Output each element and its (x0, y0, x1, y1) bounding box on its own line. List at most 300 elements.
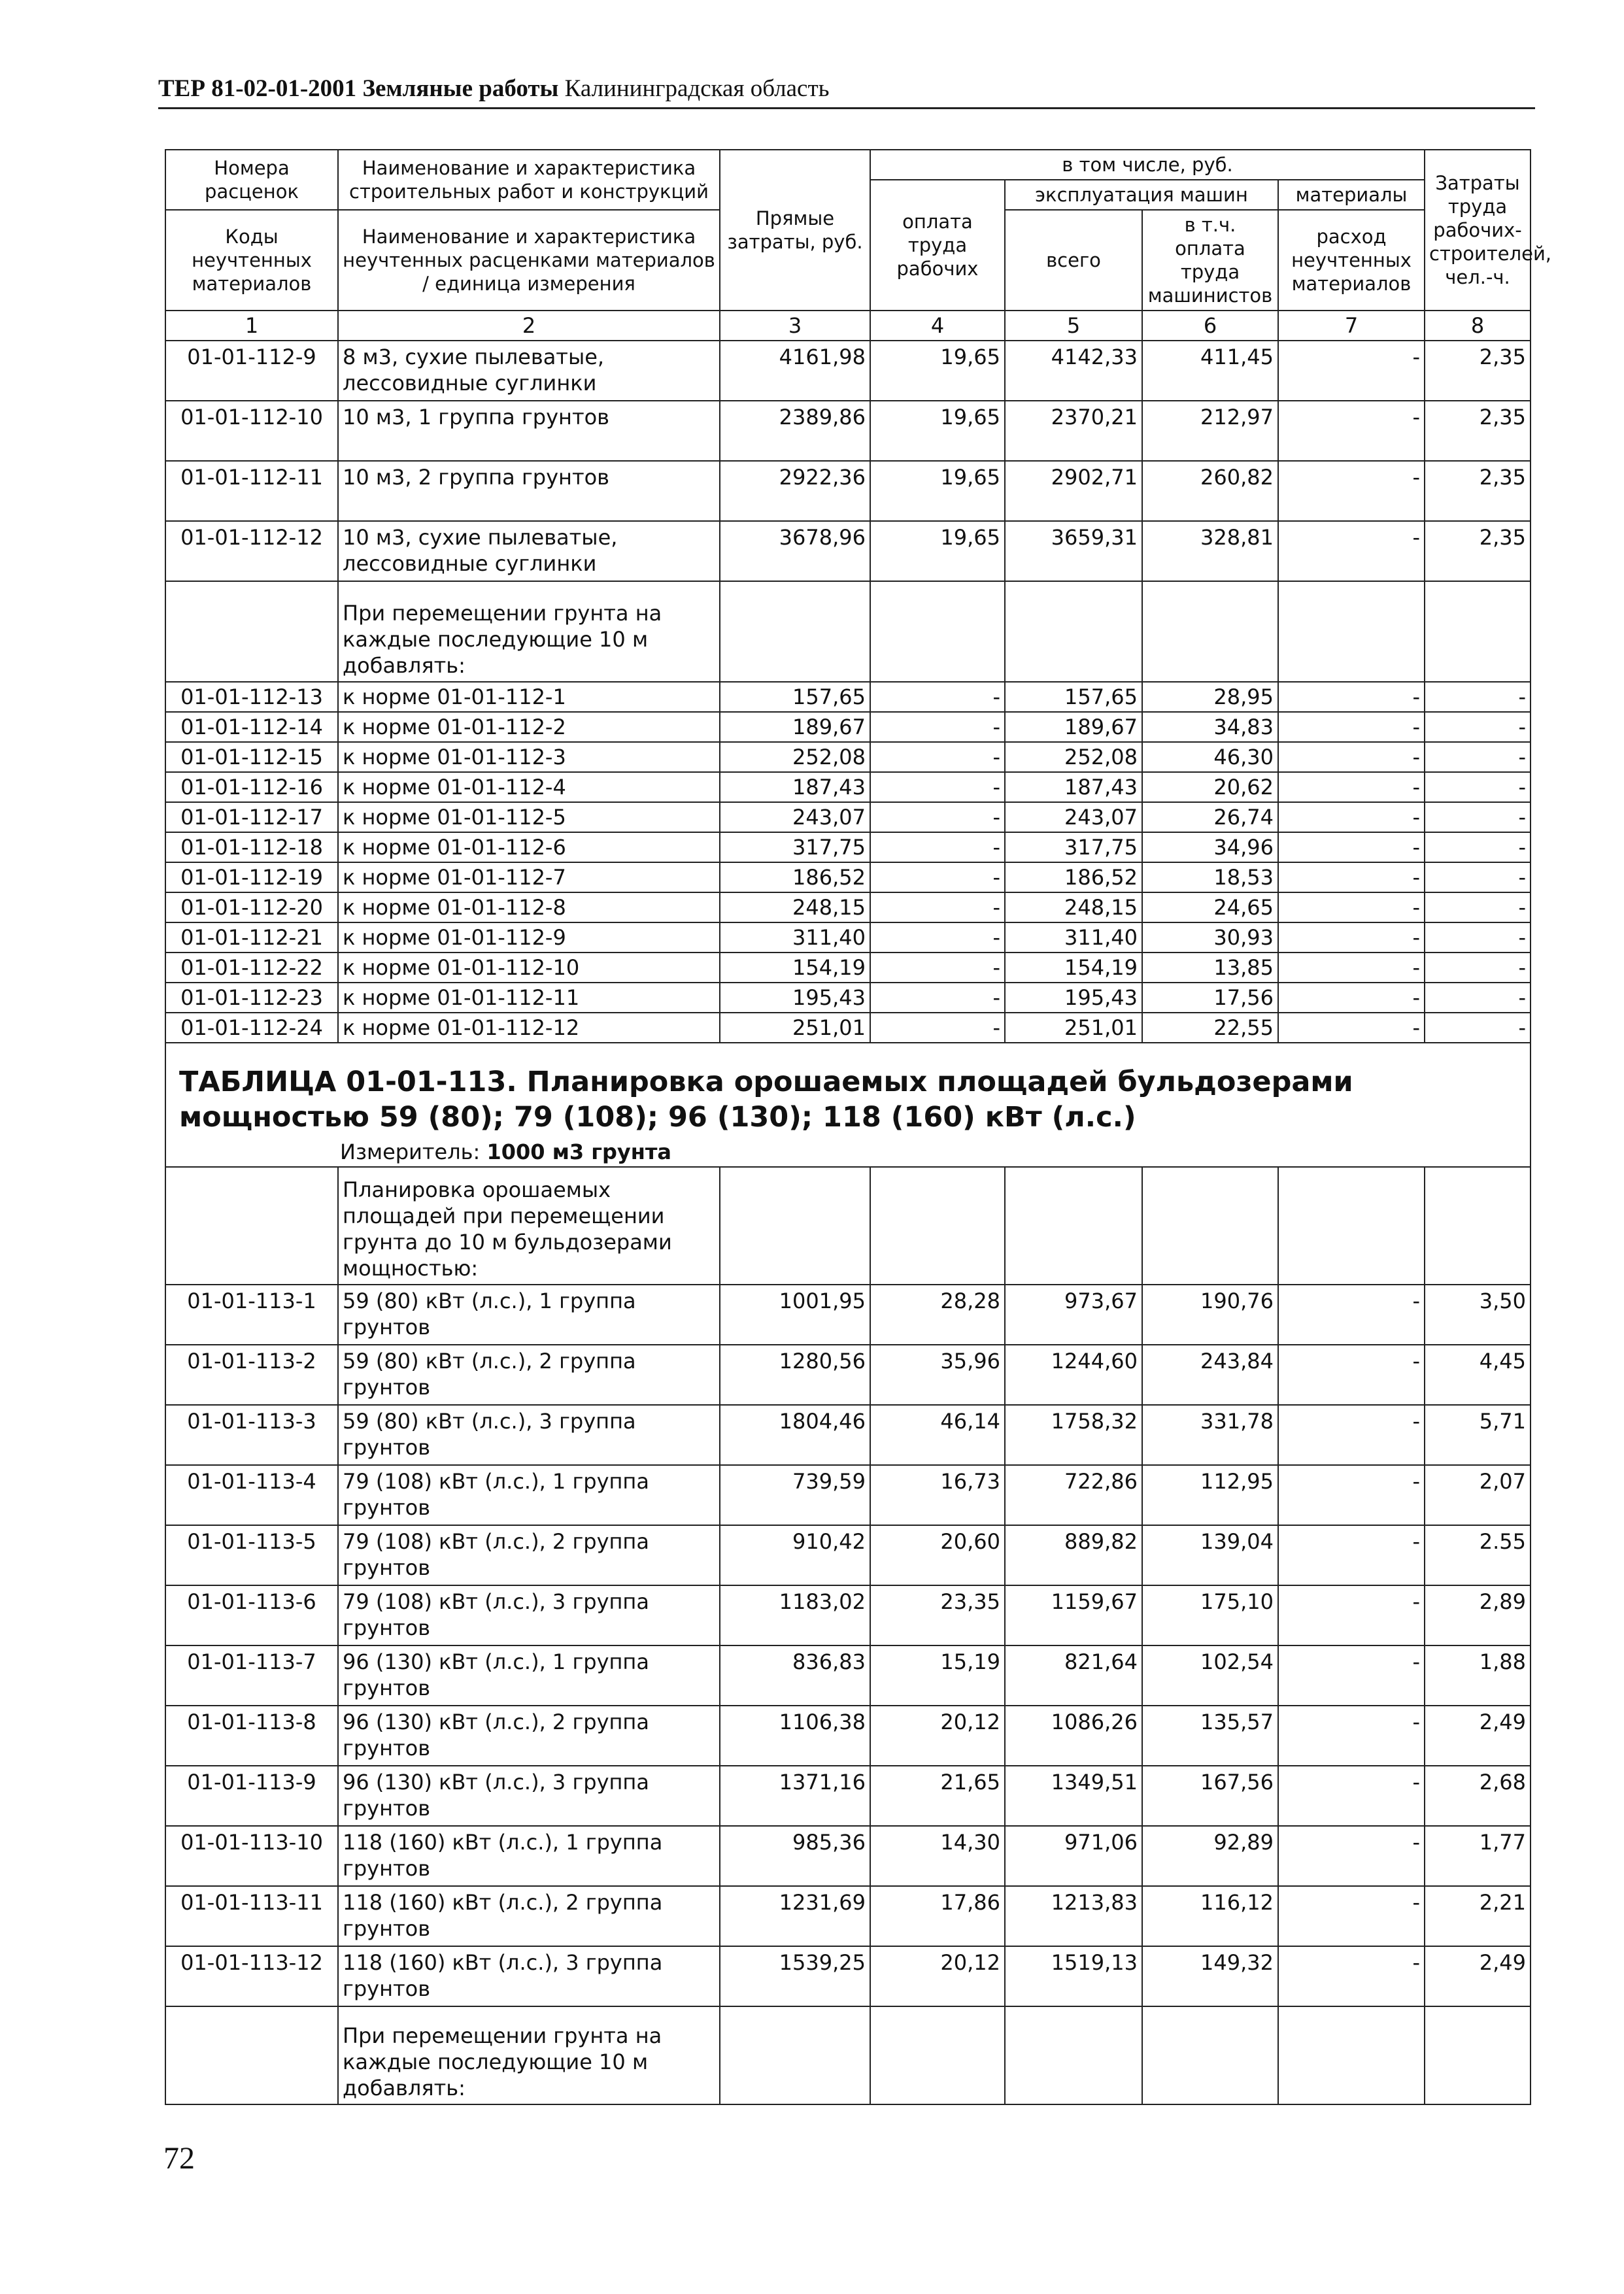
row-name: 59 (80) кВт (л.с.), 1 группа грунтов (338, 1285, 720, 1345)
table-row (165, 802, 1531, 832)
row-code: 01-01-112-11 (165, 461, 338, 521)
direct-costs-cell: 1231,69 (720, 1886, 870, 1946)
direct-costs-cell: 189,67 (720, 712, 870, 742)
machine-total-cell: 248,15 (1005, 892, 1142, 922)
row-name: 79 (108) кВт (л.с.), 1 группа грунтов (338, 1465, 720, 1525)
empty-cell (1005, 581, 1142, 682)
row-code: 01-01-112-23 (165, 983, 338, 1013)
labor-cell: 2,49 (1425, 1706, 1531, 1766)
operator-pay-cell: 260,82 (1142, 461, 1278, 521)
rates-table (165, 149, 1552, 2105)
materials-cell: - (1278, 712, 1425, 742)
labor-cell: 2,07 (1425, 1465, 1531, 1525)
materials-cell: - (1278, 802, 1425, 832)
labor-cell: 1,88 (1425, 1645, 1531, 1706)
machine-total-cell: 1213,83 (1005, 1886, 1142, 1946)
worker-pay-cell: 46,14 (870, 1405, 1005, 1465)
direct-costs-cell: 1280,56 (720, 1345, 870, 1405)
labor-cell: 1,77 (1425, 1826, 1531, 1886)
empty-cell (1425, 581, 1531, 682)
header-worker-pay: оплата труда рабочих (870, 180, 1005, 311)
worker-pay-cell: 35,96 (870, 1345, 1005, 1405)
table-row (165, 1465, 1531, 1525)
row-code: 01-01-113-8 (165, 1706, 338, 1766)
header-row-1 (165, 150, 1531, 180)
row-code: 01-01-112-21 (165, 922, 338, 953)
empty-cell (720, 1167, 870, 1285)
worker-pay-cell: - (870, 712, 1005, 742)
row-code: 01-01-112-15 (165, 742, 338, 772)
labor-cell: 2,35 (1425, 341, 1531, 401)
labor-cell: 2,35 (1425, 461, 1531, 521)
machine-total-cell: 252,08 (1005, 742, 1142, 772)
operator-pay-cell: 34,96 (1142, 832, 1278, 862)
column-number: 2 (338, 311, 720, 341)
doc-code: ТЕР 81-02-01-2001 (158, 75, 357, 102)
header-material-codes: Коды неучтенных материалов (165, 210, 338, 311)
empty-cell (1005, 1167, 1142, 1285)
row-code: 01-01-113-5 (165, 1525, 338, 1585)
row-name: 79 (108) кВт (л.с.), 3 группа грунтов (338, 1585, 720, 1645)
operator-pay-cell: 135,57 (1142, 1706, 1278, 1766)
row-code: 01-01-112-14 (165, 712, 338, 742)
doc-title: Земляные работы (362, 75, 559, 102)
materials-cell: - (1278, 862, 1425, 892)
worker-pay-cell: 23,35 (870, 1585, 1005, 1645)
table-row (165, 922, 1531, 953)
header-direct-costs: Прямые затраты, руб. (720, 150, 870, 311)
machine-total-cell: 1159,67 (1005, 1585, 1142, 1645)
direct-costs-cell: 186,52 (720, 862, 870, 892)
empty-cell (1278, 1167, 1425, 1285)
labor-cell: 2,35 (1425, 401, 1531, 461)
operator-pay-cell: 34,83 (1142, 712, 1278, 742)
labor-cell: - (1425, 772, 1531, 802)
labor-cell: - (1425, 983, 1531, 1013)
machine-total-cell: 1519,13 (1005, 1946, 1142, 2006)
row-code: 01-01-112-12 (165, 521, 338, 581)
worker-pay-cell: - (870, 832, 1005, 862)
direct-costs-cell: 739,59 (720, 1465, 870, 1525)
row-name: к норме 01-01-112-11 (338, 983, 720, 1013)
worker-pay-cell: 28,28 (870, 1285, 1005, 1345)
machine-total-cell: 1244,60 (1005, 1345, 1142, 1405)
row-code: 01-01-113-9 (165, 1766, 338, 1826)
row-name: 59 (80) кВт (л.с.), 3 группа грунтов (338, 1405, 720, 1465)
row-name: к норме 01-01-112-6 (338, 832, 720, 862)
direct-costs-cell: 251,01 (720, 1013, 870, 1043)
materials-cell: - (1278, 953, 1425, 983)
table-row (165, 341, 1531, 401)
operator-pay-cell: 13,85 (1142, 953, 1278, 983)
materials-cell: - (1278, 1345, 1425, 1405)
row-name: 10 м3, сухие пылеватые, лессовидные суглинки (338, 521, 720, 581)
materials-cell: - (1278, 682, 1425, 712)
intro-text-row (165, 1167, 1531, 1285)
operator-pay-cell: 411,45 (1142, 341, 1278, 401)
materials-cell: - (1278, 1706, 1425, 1766)
labor-cell: 2,49 (1425, 1946, 1531, 2006)
materials-cell: - (1278, 1525, 1425, 1585)
table-row (165, 862, 1531, 892)
direct-costs-cell: 157,65 (720, 682, 870, 712)
operator-pay-cell: 20,62 (1142, 772, 1278, 802)
header-work-name: Наименование и характеристика строительных работ и конструкций (338, 150, 720, 210)
note-text-row (165, 2006, 1531, 2104)
worker-pay-cell: 20,12 (870, 1706, 1005, 1766)
labor-cell: 4,45 (1425, 1345, 1531, 1405)
operator-pay-cell: 212,97 (1142, 401, 1278, 461)
worker-pay-cell: - (870, 772, 1005, 802)
row-code: 01-01-112-22 (165, 953, 338, 983)
empty-cell (870, 2006, 1005, 2104)
operator-pay-cell: 175,10 (1142, 1585, 1278, 1645)
row-code: 01-01-113-1 (165, 1285, 338, 1345)
table-row (165, 772, 1531, 802)
table-row (165, 1826, 1531, 1886)
labor-cell: 5,71 (1425, 1405, 1531, 1465)
row-name: к норме 01-01-112-10 (338, 953, 720, 983)
labor-cell: - (1425, 832, 1531, 862)
operator-pay-cell: 112,95 (1142, 1465, 1278, 1525)
row-name: к норме 01-01-112-8 (338, 892, 720, 922)
row-name: 118 (160) кВт (л.с.), 1 группа грунтов (338, 1826, 720, 1886)
worker-pay-cell: 16,73 (870, 1465, 1005, 1525)
direct-costs-cell: 2389,86 (720, 401, 870, 461)
machine-total-cell: 189,67 (1005, 712, 1142, 742)
row-code: 01-01-113-6 (165, 1585, 338, 1645)
table-row (165, 401, 1531, 461)
row-name: 118 (160) кВт (л.с.), 3 группа грунтов (338, 1946, 720, 2006)
empty-cell (165, 581, 338, 682)
labor-cell: - (1425, 742, 1531, 772)
note-text: При перемещении грунта на каждые последующие 10 м добавлять: (338, 581, 720, 682)
worker-pay-cell: 14,30 (870, 1826, 1005, 1886)
row-code: 01-01-113-10 (165, 1826, 338, 1886)
table-row (165, 1946, 1531, 2006)
materials-cell: - (1278, 1585, 1425, 1645)
machine-total-cell: 187,43 (1005, 772, 1142, 802)
row-code: 01-01-113-11 (165, 1886, 338, 1946)
operator-pay-cell: 116,12 (1142, 1886, 1278, 1946)
note-text: При перемещении грунта на каждые последующие 10 м добавлять: (338, 2006, 720, 2104)
labor-cell: - (1425, 922, 1531, 953)
operator-pay-cell: 102,54 (1142, 1645, 1278, 1706)
operator-pay-cell: 167,56 (1142, 1766, 1278, 1826)
row-name: к норме 01-01-112-12 (338, 1013, 720, 1043)
column-number: 1 (165, 311, 338, 341)
row-code: 01-01-113-12 (165, 1946, 338, 2006)
intro-text: Планировка орошаемых площадей при перемещении грунта до 10 м бульдозерами мощностью: (338, 1167, 720, 1285)
column-number-row (165, 311, 1531, 341)
machine-total-cell: 157,65 (1005, 682, 1142, 712)
table-row (165, 742, 1531, 772)
worker-pay-cell: - (870, 953, 1005, 983)
column-number: 5 (1005, 311, 1142, 341)
page-number: 72 (163, 2141, 195, 2176)
table-row (165, 953, 1531, 983)
row-code: 01-01-113-4 (165, 1465, 338, 1525)
row-code: 01-01-112-24 (165, 1013, 338, 1043)
row-name: 10 м3, 1 группа грунтов (338, 401, 720, 461)
operator-pay-cell: 243,84 (1142, 1345, 1278, 1405)
table-row (165, 1405, 1531, 1465)
machine-total-cell: 243,07 (1005, 802, 1142, 832)
direct-costs-cell: 317,75 (720, 832, 870, 862)
row-name: 59 (80) кВт (л.с.), 2 группа грунтов (338, 1345, 720, 1405)
worker-pay-cell: 20,12 (870, 1946, 1005, 2006)
direct-costs-cell: 187,43 (720, 772, 870, 802)
header-machine-operation: эксплуатация машин (1005, 180, 1278, 210)
materials-cell: - (1278, 1826, 1425, 1886)
worker-pay-cell: 19,65 (870, 461, 1005, 521)
direct-costs-cell: 195,43 (720, 983, 870, 1013)
labor-cell: - (1425, 1013, 1531, 1043)
row-code: 01-01-112-18 (165, 832, 338, 862)
table-row (165, 1886, 1531, 1946)
direct-costs-cell: 1183,02 (720, 1585, 870, 1645)
direct-costs-cell: 1804,46 (720, 1405, 870, 1465)
table-row (165, 712, 1531, 742)
operator-pay-cell: 26,74 (1142, 802, 1278, 832)
materials-cell: - (1278, 1946, 1425, 2006)
row-code: 01-01-112-20 (165, 892, 338, 922)
empty-cell (1425, 2006, 1531, 2104)
operator-pay-cell: 28,95 (1142, 682, 1278, 712)
machine-total-cell: 2902,71 (1005, 461, 1142, 521)
operator-pay-cell: 139,04 (1142, 1525, 1278, 1585)
empty-cell (1142, 2006, 1278, 2104)
worker-pay-cell: 21,65 (870, 1766, 1005, 1826)
materials-cell: - (1278, 832, 1425, 862)
worker-pay-cell: - (870, 682, 1005, 712)
empty-cell (1425, 1167, 1531, 1285)
operator-pay-cell: 331,78 (1142, 1405, 1278, 1465)
operator-pay-cell: 30,93 (1142, 922, 1278, 953)
worker-pay-cell: 15,19 (870, 1645, 1005, 1706)
measure-line (165, 1138, 1531, 1167)
direct-costs-cell: 1106,38 (720, 1706, 870, 1766)
direct-costs-cell: 154,19 (720, 953, 870, 983)
header-including: в том числе, руб. (870, 150, 1425, 180)
table-row (165, 461, 1531, 521)
operator-pay-cell: 18,53 (1142, 862, 1278, 892)
table-row (165, 1525, 1531, 1585)
row-code: 01-01-113-7 (165, 1645, 338, 1706)
labor-cell: 2,35 (1425, 521, 1531, 581)
table-row (165, 892, 1531, 922)
header-material-name: Наименование и характеристика неучтенных расценками материалов / единица измерения (338, 210, 720, 311)
machine-total-cell: 186,52 (1005, 862, 1142, 892)
empty-cell (720, 2006, 870, 2104)
table-row (165, 521, 1531, 581)
machine-total-cell: 1086,26 (1005, 1706, 1142, 1766)
header-rate-number: Номера расценок (165, 150, 338, 210)
operator-pay-cell: 149,32 (1142, 1946, 1278, 2006)
table-row (165, 682, 1531, 712)
header-operator-pay: в т.ч. оплата труда машинистов (1142, 210, 1278, 311)
table-row (165, 1766, 1531, 1826)
empty-cell (1278, 581, 1425, 682)
machine-total-cell: 195,43 (1005, 983, 1142, 1013)
worker-pay-cell: 20,60 (870, 1525, 1005, 1585)
row-name: 8 м3, сухие пылеватые, лессовидные суглинки (338, 341, 720, 401)
direct-costs-cell: 2922,36 (720, 461, 870, 521)
materials-cell: - (1278, 401, 1425, 461)
header-labor-costs: Затраты труда рабочих-строителей, чел.-ч. (1425, 150, 1531, 311)
empty-cell (165, 2006, 338, 2104)
region: Калининградская область (564, 75, 830, 102)
operator-pay-cell: 24,65 (1142, 892, 1278, 922)
empty-cell (870, 581, 1005, 682)
empty-cell (1142, 1167, 1278, 1285)
table-row (165, 1706, 1531, 1766)
machine-total-cell: 1758,32 (1005, 1405, 1142, 1465)
row-name: 118 (160) кВт (л.с.), 2 группа грунтов (338, 1886, 720, 1946)
row-name: к норме 01-01-112-1 (338, 682, 720, 712)
labor-cell: 3,50 (1425, 1285, 1531, 1345)
labor-cell: 2.55 (1425, 1525, 1531, 1585)
row-code: 01-01-112-19 (165, 862, 338, 892)
materials-cell: - (1278, 772, 1425, 802)
running-header (158, 71, 1535, 109)
row-name: к норме 01-01-112-2 (338, 712, 720, 742)
machine-total-cell: 889,82 (1005, 1525, 1142, 1585)
worker-pay-cell: 19,65 (870, 341, 1005, 401)
machine-total-cell: 973,67 (1005, 1285, 1142, 1345)
worker-pay-cell: - (870, 742, 1005, 772)
materials-cell: - (1278, 1465, 1425, 1525)
row-code: 01-01-112-13 (165, 682, 338, 712)
materials-cell: - (1278, 461, 1425, 521)
materials-cell: - (1278, 1405, 1425, 1465)
empty-cell (1005, 2006, 1142, 2104)
row-code: 01-01-113-3 (165, 1405, 338, 1465)
operator-pay-cell: 46,30 (1142, 742, 1278, 772)
direct-costs-cell: 1001,95 (720, 1285, 870, 1345)
machine-total-cell: 311,40 (1005, 922, 1142, 953)
header-materials-use: расход неучтенных материалов (1278, 210, 1425, 311)
operator-pay-cell: 17,56 (1142, 983, 1278, 1013)
materials-cell: - (1278, 892, 1425, 922)
materials-cell: - (1278, 983, 1425, 1013)
column-number: 6 (1142, 311, 1278, 341)
row-name: к норме 01-01-112-9 (338, 922, 720, 953)
column-number: 7 (1278, 311, 1425, 341)
table-row (165, 983, 1531, 1013)
row-name: 96 (130) кВт (л.с.), 1 группа грунтов (338, 1645, 720, 1706)
row-name: 79 (108) кВт (л.с.), 2 группа грунтов (338, 1525, 720, 1585)
column-number: 8 (1425, 311, 1531, 341)
header-materials: материалы (1278, 180, 1425, 210)
labor-cell: - (1425, 682, 1531, 712)
direct-costs-cell: 1371,16 (720, 1766, 870, 1826)
machine-total-cell: 2370,21 (1005, 401, 1142, 461)
empty-cell (1278, 2006, 1425, 2104)
direct-costs-cell: 985,36 (720, 1826, 870, 1886)
row-name: 96 (130) кВт (л.с.), 2 группа грунтов (338, 1706, 720, 1766)
direct-costs-cell: 3678,96 (720, 521, 870, 581)
labor-cell: - (1425, 862, 1531, 892)
labor-cell: - (1425, 712, 1531, 742)
worker-pay-cell: - (870, 862, 1005, 892)
machine-total-cell: 1349,51 (1005, 1766, 1142, 1826)
operator-pay-cell: 22,55 (1142, 1013, 1278, 1043)
row-name: к норме 01-01-112-3 (338, 742, 720, 772)
labor-cell: - (1425, 802, 1531, 832)
table-title-row (165, 1043, 1531, 1138)
materials-cell: - (1278, 1766, 1425, 1826)
measure-row (165, 1138, 1531, 1167)
materials-cell: - (1278, 1886, 1425, 1946)
table-row (165, 1285, 1531, 1345)
row-name: к норме 01-01-112-5 (338, 802, 720, 832)
worker-pay-cell: - (870, 983, 1005, 1013)
table-row (165, 1345, 1531, 1405)
machine-total-cell: 317,75 (1005, 832, 1142, 862)
header-total: всего (1005, 210, 1142, 311)
table-row (165, 1585, 1531, 1645)
direct-costs-cell: 1539,25 (720, 1946, 870, 2006)
direct-costs-cell: 4161,98 (720, 341, 870, 401)
labor-cell: 2,89 (1425, 1585, 1531, 1645)
direct-costs-cell: 836,83 (720, 1645, 870, 1706)
column-number: 3 (720, 311, 870, 341)
empty-cell (870, 1167, 1005, 1285)
operator-pay-cell: 190,76 (1142, 1285, 1278, 1345)
materials-cell: - (1278, 742, 1425, 772)
row-code: 01-01-112-17 (165, 802, 338, 832)
machine-total-cell: 154,19 (1005, 953, 1142, 983)
row-name: 96 (130) кВт (л.с.), 3 группа грунтов (338, 1766, 720, 1826)
direct-costs-cell: 910,42 (720, 1525, 870, 1585)
materials-cell: - (1278, 922, 1425, 953)
worker-pay-cell: 19,65 (870, 521, 1005, 581)
worker-pay-cell: - (870, 892, 1005, 922)
machine-total-cell: 722,86 (1005, 1465, 1142, 1525)
worker-pay-cell: 19,65 (870, 401, 1005, 461)
row-code: 01-01-112-10 (165, 401, 338, 461)
operator-pay-cell: 92,89 (1142, 1826, 1278, 1886)
labor-cell: - (1425, 953, 1531, 983)
direct-costs-cell: 248,15 (720, 892, 870, 922)
worker-pay-cell: - (870, 922, 1005, 953)
labor-cell: - (1425, 892, 1531, 922)
row-name: к норме 01-01-112-7 (338, 862, 720, 892)
materials-cell: - (1278, 1645, 1425, 1706)
labor-cell: 2,68 (1425, 1766, 1531, 1826)
row-name: к норме 01-01-112-4 (338, 772, 720, 802)
direct-costs-cell: 252,08 (720, 742, 870, 772)
machine-total-cell: 971,06 (1005, 1826, 1142, 1886)
measure-label: Измеритель: (340, 1139, 481, 1164)
empty-cell (720, 581, 870, 682)
column-number: 4 (870, 311, 1005, 341)
direct-costs-cell: 243,07 (720, 802, 870, 832)
row-code: 01-01-113-2 (165, 1345, 338, 1405)
worker-pay-cell: - (870, 1013, 1005, 1043)
materials-cell: - (1278, 521, 1425, 581)
labor-cell: 2,21 (1425, 1886, 1531, 1946)
table-row (165, 1013, 1531, 1043)
note-text-row (165, 581, 1531, 682)
row-name: 10 м3, 2 группа грунтов (338, 461, 720, 521)
worker-pay-cell: 17,86 (870, 1886, 1005, 1946)
measure-value: 1000 м3 грунта (486, 1139, 671, 1164)
operator-pay-cell: 328,81 (1142, 521, 1278, 581)
materials-cell: - (1278, 1013, 1425, 1043)
table-title: ТАБЛИЦА 01-01-113. Планировка орошаемых площадей бульдозерами мощностью 59 (80); 79 (108); 96 (130); 118 (160) кВт (л.с.) (165, 1043, 1531, 1138)
